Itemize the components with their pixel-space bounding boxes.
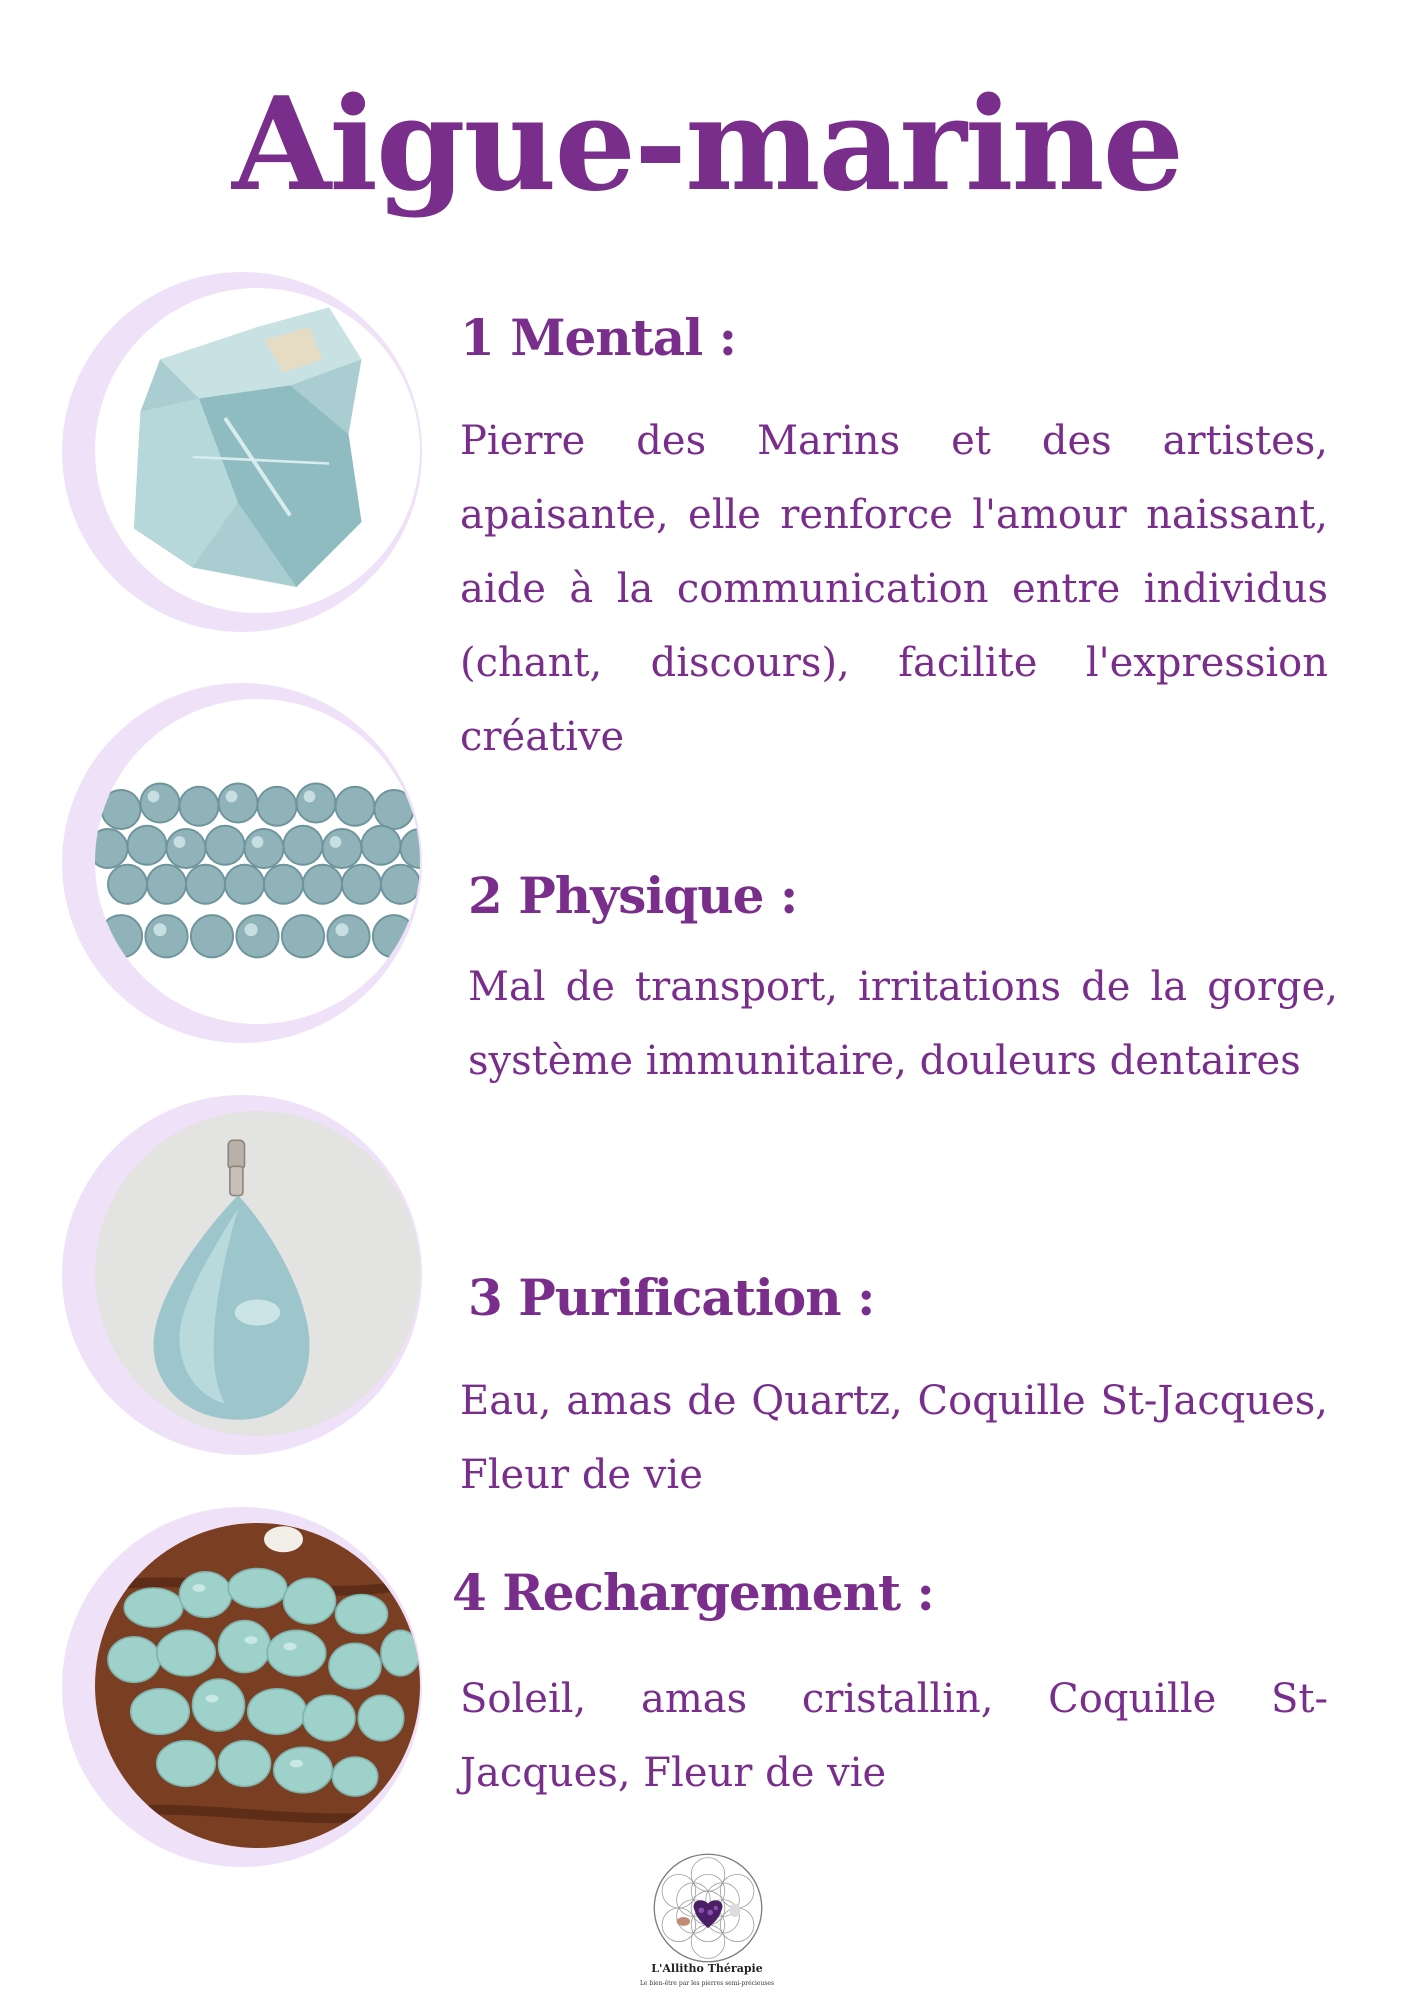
flower-of-life-logo-icon [652, 1852, 764, 1964]
brand-name: L'Allitho Thérapie [651, 1962, 763, 1975]
brand-tagline: Le bien-être par les pierres semi-précieuses [639, 1980, 775, 1987]
section-text-rechargement: Soleil, amas cristallin, Coquille St-Jacques, Fleur de vie [460, 1676, 1328, 1796]
bead-strands-image [95, 699, 420, 1024]
section-heading-mental: 1 Mental : [460, 308, 737, 367]
section-heading-purification: 3 Purification : [468, 1268, 875, 1327]
section-text-physique: Mal de transport, irritations de la gorge, système immunitaire, douleurs dentaires [468, 964, 1338, 1084]
section-text-purification: Eau, amas de Quartz, Coquille St-Jacques, Fleur de vie [460, 1378, 1328, 1498]
section-heading-rechargement: 4 Rechargement : [452, 1563, 934, 1622]
page-title: Aigue-marine [232, 70, 1182, 220]
raw-crystal-image [95, 288, 420, 613]
section-heading-physique: 2 Physique : [468, 866, 798, 925]
pendant-image [95, 1111, 420, 1436]
section-text-mental: Pierre des Marins et des artistes, apaisante, elle renforce l'amour naissant, aide à la communication entre individus (chant, discours), facilite l'expression créative [460, 418, 1328, 760]
tumbled-stones-image [95, 1523, 420, 1848]
